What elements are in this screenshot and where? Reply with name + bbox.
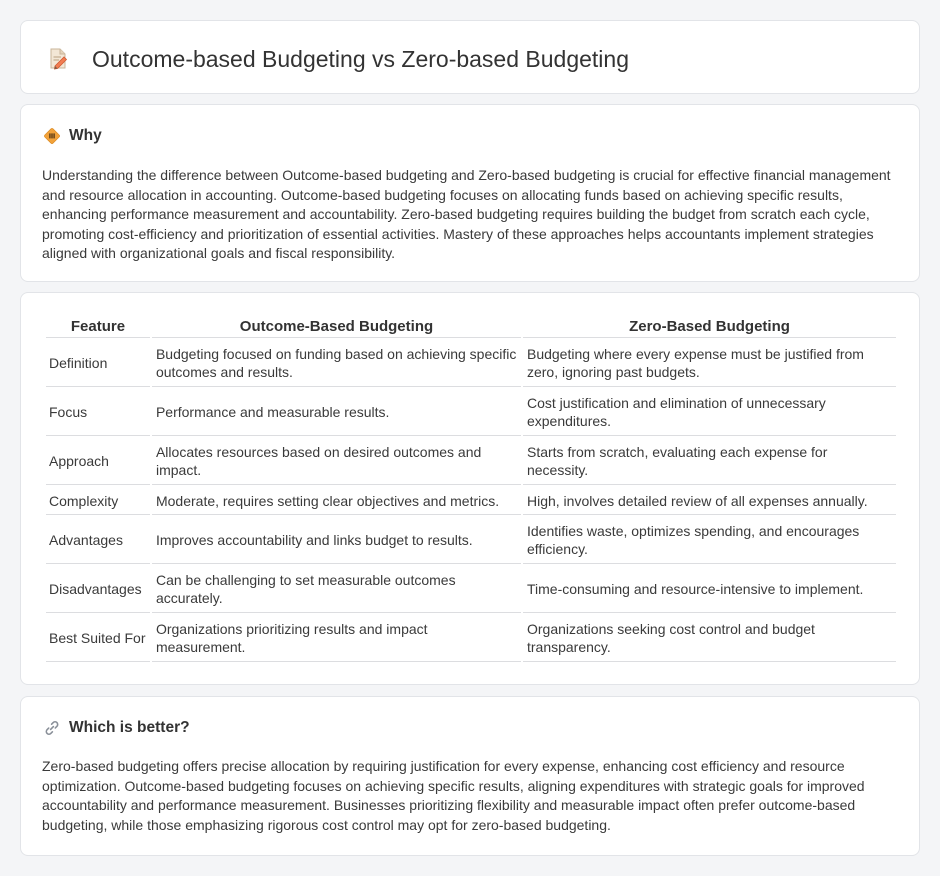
- table-row: [46, 613, 896, 662]
- feature-cell: Disadvantages: [46, 564, 150, 613]
- header-zero-based: Zero-Based Budgeting: [523, 314, 896, 338]
- feature-cell: Complexity: [46, 485, 150, 515]
- comparison-table: [44, 314, 898, 662]
- title-row: [46, 45, 629, 73]
- zero-cell: Budgeting where every expense must be justified from zero, ignoring past budgets.: [523, 338, 896, 387]
- zero-cell: Time-consuming and resource-intensive to implement.: [523, 564, 896, 613]
- outcome-cell: Allocates resources based on desired outcomes and impact.: [152, 436, 521, 485]
- feature-cell: Advantages: [46, 515, 150, 564]
- comparison-card: [20, 292, 920, 685]
- outcome-cell: Can be challenging to set measurable outcomes accurately.: [152, 564, 521, 613]
- diamond-warning-icon: [43, 127, 61, 145]
- outcome-cell: Moderate, requires setting clear objectives and metrics.: [152, 485, 521, 515]
- zero-cell: Identifies waste, optimizes spending, and encourages efficiency.: [523, 515, 896, 564]
- link-icon: [43, 719, 61, 737]
- table-row: [46, 338, 896, 387]
- which-better-card: [20, 696, 920, 856]
- zero-cell: Cost justification and elimination of unnecessary expenditures.: [523, 387, 896, 436]
- feature-cell: Best Suited For: [46, 613, 150, 662]
- which-better-text: Zero-based budgeting offers precise allocation by requiring justification for every expense, enhancing cost efficiency and resource optimization. Outcome-based budgeting focuses on achieving specific results, aligning expenditures with strategic goals for improved accountability and performance measurement. Businesses prioritizing flexibility and measurable impact often prefer outcome-based budgeting, while those emphasizing rigorous cost control may opt for zero-based budgeting.: [42, 758, 865, 833]
- header-outcome-based: Outcome-Based Budgeting: [152, 314, 521, 338]
- outcome-cell: Performance and measurable results.: [152, 387, 521, 436]
- table-row: [46, 436, 896, 485]
- zero-cell: Organizations seeking cost control and budget transparency.: [523, 613, 896, 662]
- which-better-heading: Which is better?: [69, 719, 190, 736]
- feature-cell: Approach: [46, 436, 150, 485]
- which-better-header: [43, 719, 190, 737]
- outcome-cell: Improves accountability and links budget to results.: [152, 515, 521, 564]
- table-row: [46, 515, 896, 564]
- feature-cell: Focus: [46, 387, 150, 436]
- page-title: Outcome-based Budgeting vs Zero-based Budgeting: [92, 46, 629, 72]
- table-row: [46, 564, 896, 613]
- zero-cell: High, involves detailed review of all expenses annually.: [523, 485, 896, 515]
- title-card: [20, 20, 920, 94]
- why-text: Understanding the difference between Outcome-based budgeting and Zero-based budgeting is crucial for effective financial management and resource allocation in accounting. Outcome-based budgeting focuses on allocating funds based on achieving specific results, enhancing performance measurement and accountability. Zero-based budgeting requires building the budget from scratch each cycle, promoting cost-efficiency and prioritization of essential activities. Mastery of these approaches helps accountants implement strategies aligned with organizational goals and fiscal responsibility.: [42, 167, 891, 261]
- table-header-row: [46, 314, 896, 338]
- table-row: [46, 485, 896, 515]
- header-feature: Feature: [46, 314, 150, 338]
- why-heading: Why: [69, 127, 102, 144]
- outcome-cell: Budgeting focused on funding based on achieving specific outcomes and results.: [152, 338, 521, 387]
- table-row: [46, 387, 896, 436]
- why-header: [43, 127, 102, 145]
- why-card: [20, 104, 920, 282]
- document-edit-icon: [46, 47, 70, 71]
- feature-cell: Definition: [46, 338, 150, 387]
- zero-cell: Starts from scratch, evaluating each expense for necessity.: [523, 436, 896, 485]
- outcome-cell: Organizations prioritizing results and impact measurement.: [152, 613, 521, 662]
